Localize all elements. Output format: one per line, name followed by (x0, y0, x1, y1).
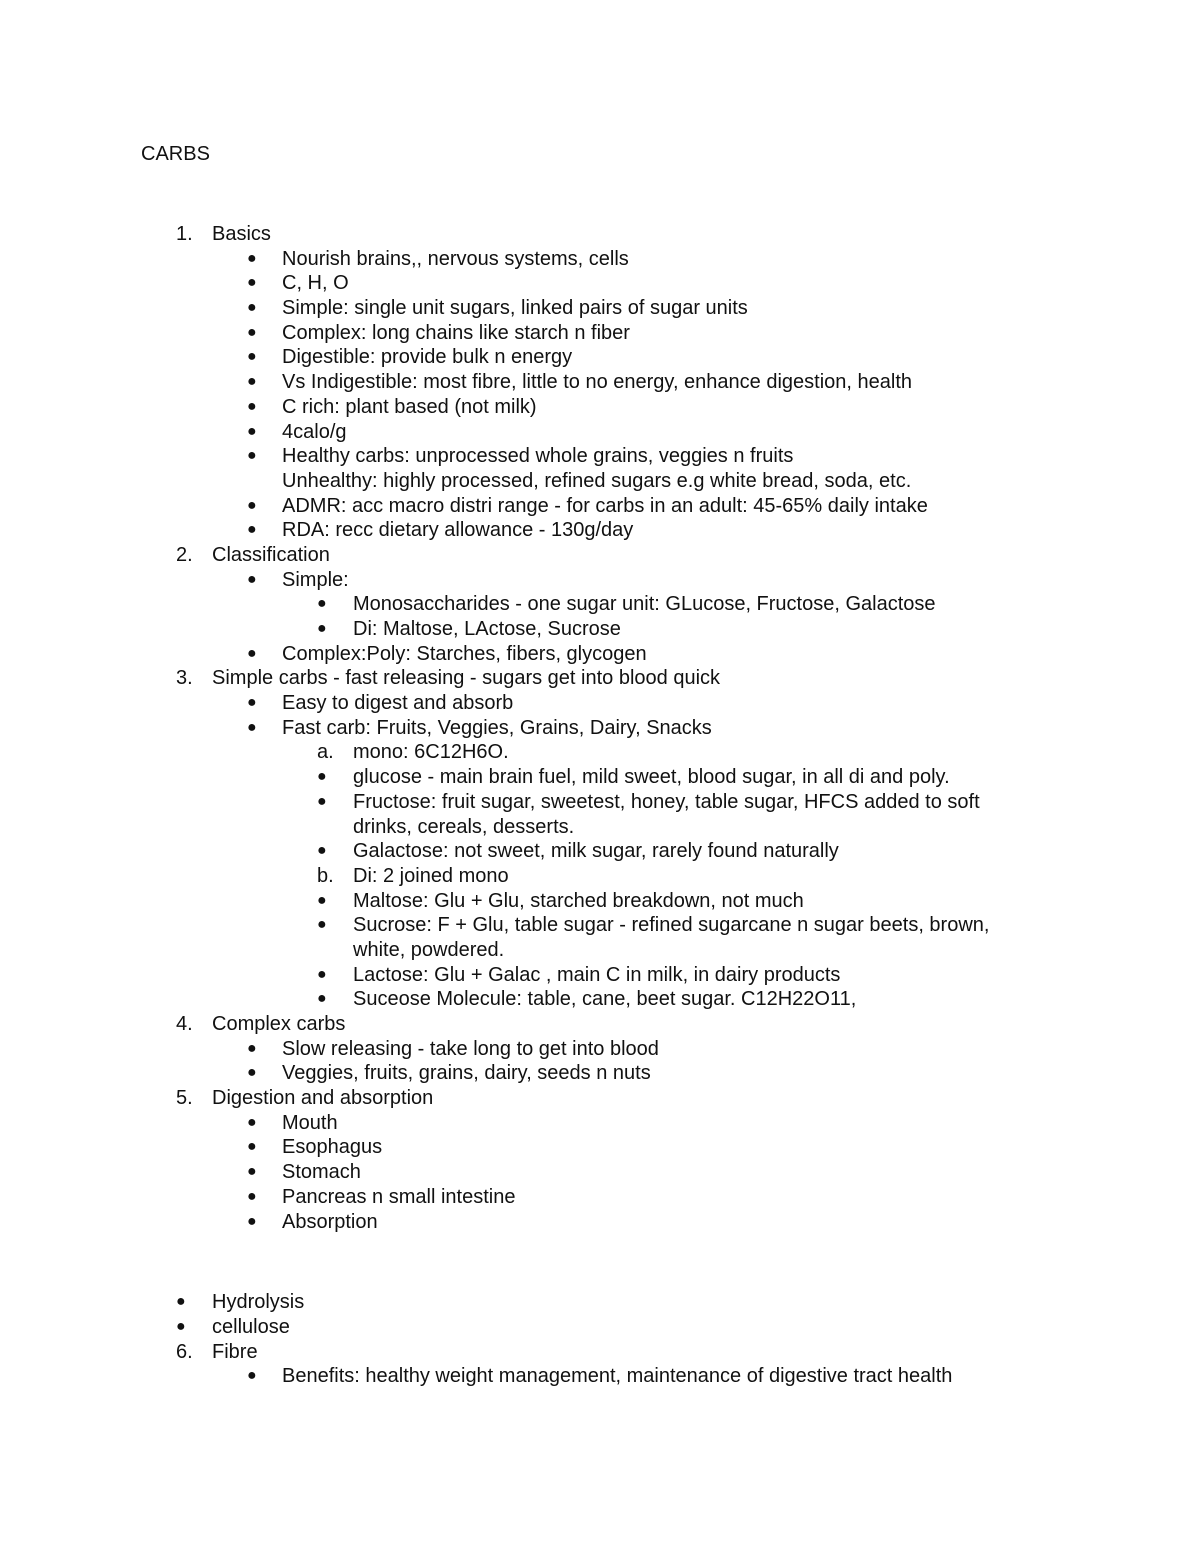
list-item: ● Benefits: healthy weight management, maintenance of digestive tract health (247, 1365, 953, 1388)
list-item: ● Absorption (247, 1210, 378, 1233)
section-heading: 1. Basics (176, 223, 271, 245)
bullet-icon: ● (317, 620, 327, 637)
list-item: ● Healthy carbs: unprocessed whole grains, veggies n fruits (247, 445, 794, 468)
list-number: 5. (176, 1087, 193, 1110)
outline-list (0, 222, 1200, 1389)
bullet-icon: ● (247, 447, 257, 465)
list-number: 4. (176, 1013, 193, 1035)
list-item: ● Simple: (247, 568, 349, 591)
bullet-icon: ● (247, 644, 257, 662)
list-item: ● Maltose: Glu + Glu, starched breakdown, not much (317, 889, 804, 912)
list-item: ● Suceose Molecule: table, cane, beet sugar. C12H22O11, (317, 988, 857, 1011)
bullet-icon: ● (176, 1293, 186, 1311)
list-item: ● Complex:Poly: Starches, fibers, glycogen (247, 642, 647, 665)
list-item: ● Sucrose: F + Glu, table sugar - refined sugarcane n sugar beets, brown, (317, 914, 990, 937)
list-letter: b. (317, 864, 334, 887)
bullet-icon: ● (247, 373, 257, 391)
list-item: ● ADMR: acc macro distri range - for carbs in an adult: 45-65% daily intake (247, 494, 928, 517)
bullet-icon: ● (247, 274, 257, 292)
list-item: ● Fructose: fruit sugar, sweetest, honey, table sugar, HFCS added to soft (317, 790, 980, 813)
bullet-icon: ● (247, 1187, 257, 1205)
list-item: ● C rich: plant based (not milk) (247, 395, 537, 418)
bullet-icon: ● (247, 348, 257, 366)
bullet-icon: ● (247, 570, 257, 588)
bullet-icon: ● (317, 916, 327, 934)
bullet-icon: ● (317, 792, 327, 810)
bullet-icon: ● (247, 1163, 257, 1181)
list-item-continuation: drinks, cereals, desserts. (353, 815, 575, 838)
bullet-icon: ● (317, 768, 327, 786)
list-letter: a. (317, 741, 334, 764)
list-item: ● Vs Indigestible: most fibre, little to no energy, enhance digestion, health (247, 371, 913, 394)
spacer (0, 1234, 1200, 1290)
bullet-icon: ● (247, 521, 257, 539)
list-number: 2. (176, 543, 193, 566)
bullet-icon: ● (247, 422, 257, 440)
bullet-icon: ● (247, 249, 257, 267)
list-item-continuation: white, powdered. (353, 938, 505, 961)
list-item: ● Easy to digest and absorb (247, 692, 514, 715)
list-item: ● Complex: long chains like starch n fiber (247, 321, 630, 344)
list-item: ● glucose - main brain fuel, mild sweet, blood sugar, in all di and poly. (317, 766, 950, 789)
list-item: ● Esophagus (247, 1136, 383, 1159)
list-item: ● C, H, O (247, 272, 349, 295)
list-item: ● Slow releasing - take long to get into blood (247, 1037, 659, 1060)
bullet-icon: ● (247, 299, 257, 317)
list-item: ● Mouth (247, 1111, 338, 1134)
list-number: 1. (176, 223, 193, 245)
bullet-icon: ● (247, 1113, 257, 1131)
document-title: CARBS (141, 143, 210, 165)
list-item: ● cellulose (176, 1315, 290, 1338)
bullet-icon: ● (247, 496, 257, 514)
list-item: ● Pancreas n small intestine (247, 1185, 516, 1208)
section-heading: 5. Digestion and absorption (176, 1087, 434, 1110)
list-item: ● Veggies, fruits, grains, dairy, seeds n nuts (247, 1062, 651, 1085)
bullet-icon: ● (247, 1064, 257, 1082)
bullet-icon: ● (247, 397, 257, 415)
list-item-lettered: b. Di: 2 joined mono (317, 864, 509, 887)
section-heading: 4. Complex carbs (176, 1013, 346, 1035)
list-item: ● Digestible: provide bulk n energy (247, 346, 573, 369)
bullet-icon: ● (247, 1367, 257, 1385)
list-item: ● Fast carb: Fruits, Veggies, Grains, Dairy, Snacks (247, 716, 712, 739)
bullet-icon: ● (247, 323, 257, 341)
bullet-icon: ● (247, 1039, 257, 1057)
bullet-icon: ● (247, 694, 257, 712)
section-heading: 2. Classification (176, 543, 330, 566)
list-item: ● Lactose: Glu + Galac , main C in milk, in dairy products (317, 963, 841, 986)
bullet-icon: ● (317, 595, 327, 613)
list-number: 6. (176, 1340, 193, 1363)
list-item: ● Monosaccharides - one sugar unit: GLucose, Fructose, Galactose (317, 593, 936, 616)
bullet-icon: ● (317, 891, 327, 909)
list-item-lettered: a. mono: 6C12H6O. (317, 741, 509, 764)
list-item: ● Stomach (247, 1161, 361, 1184)
list-item: ● Hydrolysis (176, 1291, 305, 1314)
bullet-icon: ● (247, 718, 257, 736)
list-item: ● Simple: single unit sugars, linked pairs of sugar units (247, 297, 748, 320)
list-item-continuation: Unhealthy: highly processed, refined sugars e.g white bread, soda, etc. (282, 469, 912, 492)
list-item: ● Di: Maltose, LActose, Sucrose (317, 618, 621, 640)
section-heading: 6. Fibre (176, 1340, 258, 1363)
list-number: 3. (176, 667, 193, 690)
bullet-icon: ● (176, 1317, 186, 1335)
list-item: ● Nourish brains,, nervous systems, cells (247, 247, 629, 270)
list-item: ● Galactose: not sweet, milk sugar, rarely found naturally (317, 840, 839, 863)
bullet-icon: ● (247, 1138, 257, 1156)
bullet-icon: ● (317, 990, 327, 1008)
bullet-icon: ● (317, 965, 327, 983)
bullet-icon: ● (247, 1212, 257, 1230)
list-item: ● 4calo/g (247, 420, 347, 443)
list-item: ● RDA: recc dietary allowance - 130g/day (247, 519, 634, 542)
bullet-icon: ● (317, 842, 327, 860)
section-heading: 3. Simple carbs - fast releasing - sugars get into blood quick (176, 667, 721, 690)
